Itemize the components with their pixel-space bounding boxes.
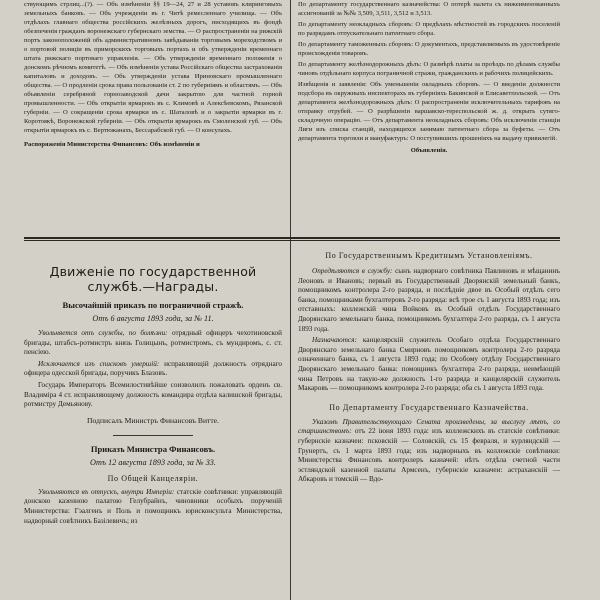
assignment-lead: Назначаются: [312,336,357,345]
office-heading: По Общей Канцеляріи. [107,473,199,483]
credit-heading: По Государственнымъ Кредитнымъ Установленіямъ. [325,251,533,260]
customs-notice: По департаменту таможенныхъ сборовъ: О документахъ, представляемыхъ въ удостовѣреніе происхожденія товаровъ. [298,41,560,57]
decree-date: Отъ 6 августа 1893 года, за № 11. [92,314,214,323]
appointment-lead: Опредѣляются в службу: [312,267,393,275]
leave-lead: Увольняются въ отпускъ, внутри Имперіи: [38,487,175,496]
section-divider-thin [24,240,560,241]
contents-paragraph: ствующимъ стрлиц...(?). — Объ измѣненіи §§ 19—24, 27 и 28 уставовъ клиринговыхъ земельныхъ банковъ. — Объ учрежденіи въ г. Читѣ ремесленнаго училища. — Объ отдѣлахъ главнаго общества россійскихъ желѣзныхъ дорогъ, нисходящихъ въ фондѣ обезпеченія гражданъ воронежскаго губернскаго земства. — О распространеніи на рижскій портъ законоположеній объ административномъ завѣдываніи торговымъ мореходствомъ и о портовой полиціи въ приморскихъ торговыхъ портахъ и объ утвержденіи временнаго штата рижскаго портоваго управленія. — Объ утвержденіи временнаго положенія о донскомъ рѣчномъ комитетѣ. — Объ измѣненіи устава Россійскаго общества застрахованія капиталовъ и доходовъ. — Объ утвержденіи устава Ириновскаго промышленнаго общества. — О продленіи срока права пользованія ст. 2 по губерніямъ и областямъ. — Объ объявленіи серебряной горнозаводской дачи закрытою для частной горной промышленности. — Объ открытіи ярмарокъ въ с. Климовѣ и Алексѣевскомъ, Рязанской губерніи. — О сокращеніи срока ярмарки въ с. Шаталовѣ и о закрытіи ярмарки въ г. Коротоякѣ, Воронежской губерніи. — Объ открытіи ярмарокъ въ Смоленской губ. — Объ открытіи ярмарокъ въ с. Вертюжанахъ, Бессарабской губ. — О консулахъ. [24,1,282,134]
assignment-paragraph [298,336,560,394]
order-date: Отъ 12 августа 1893 года, за № 33. [90,457,216,467]
dismissal-lead: Увольняется отъ службы, по болѣзни: [38,329,168,337]
promotion-paragraph [298,418,560,485]
award-paragraph: Государь Императоръ Всемилостивѣйше соизволилъ пожаловать орденъ св. Владиміра 4 ст. исправляющему должность командира отдѣла калишской бригады, ротмистру Демьянову. [24,380,282,409]
signature-line: Подписалъ Министръ Финансовъ Витте. [87,415,219,425]
decree-heading: Высочайшій приказъ по пограничной стражѣ. [62,300,244,310]
deceased-text: исправляющій должность отряднаго офицера одесской бригады, поручикъ Блазовъ. [24,359,283,378]
bottom-right-column [298,244,560,485]
section-title: Движеніе по государственной службѣ.—Награды. [49,264,257,294]
section-divider [24,237,560,239]
promotion-text: отъ 22 іюня 1893 года: изъ коллежскихъ въ статскіе совѣтники: губернскіе казначеи: псковскій — Соловскій, съ 15 февраля, и курляндскій — Грунертъ, съ 1 марта 1893 года; изъ надворныхъ въ коллежскіе совѣтники: Министерства Финансовъ контролеръ казначей: нѣтъ отдѣла счетной части эстляндской казенной палаты Армсенъ, губернскіе казначеи: астраханскій — Абкаровъ и томскій — Вдо- [298,427,561,484]
column-divider [290,0,291,600]
promotion-lead: Указомъ Правительствующаго Сената произведены, за выслугу лѣтъ, со старшинствомъ: [298,417,560,436]
appointment-paragraph [298,267,560,334]
appointment-text: сынъ надворнаго совѣтника Павлиновъ и мѣщанинъ Леоновъ и Ивановъ; первый въ Государственный Дворянскій земельный банкъ, помощникомъ контролера 2-го разряда, и послѣдніе двое въ Особый отдѣлъ сего банка, помощниками бухгалтеровъ 2-го разряда: всѣ трое съ 1 августа 1893 года; изъ отставныхъ: коллежскій чина Войковъ въ Особый отдѣлъ Государственнаго Дворянскаго земельнаго банка, помощникомъ бухгалтера 2-го разряда, съ 1 августа 1893 года. [298,267,560,333]
top-left-column [24,0,282,149]
treasury-notice: По департаменту государственнаго казначейства: О потерѣ налета съ нижеименованныхъ ассигнованій за №№ 3,509, 3,511, 3,512 и 3,513. [298,1,560,17]
excise-notice: По департаменту неокладныхъ сборовъ: О предѣлахъ мѣстностей въ городскихъ поселеній по разрядамъ отпускательнаго патентнаго сбора. [298,21,560,37]
announcements-paragraph: Извѣщенія и заявленія: Объ уменьшеніи окладныхъ сборовъ. — О введеніи должности подсбора въ окружныхъ инспекторахъ въ губерніяхъ Бакинской и Елисаветпольской. — Отъ департамента желѣзнодорожныхъ дѣлъ: О распространеніи исключительныхъ тарифовъ на отправку отрубей. — О разрѣшеніи варшавско-тереспольской ж. д. открыть сутяго-складочную операцію. — Отъ департамента неокладныхъ сборовъ: Объ исключеніи станціи Лиги изъ списка станцій, находящихся занимаю патентнаго сбора за буфеты. — Отъ департамента торговли и мануфактуръ: О поступившихъ прошеніяхъ на выдачу привилегій. [298,81,560,142]
orders-line: Распоряженія Министерства Финансовъ: Объ измѣненіи и [24,141,200,148]
dismissal-text: отрядный офицеръ чехотиновской бригады, штабсъ-ротмистръ князь Голицынъ, ротмистромъ, съ мундиромъ, с. ст. пенсіею. [24,329,283,357]
treasury-heading: По Департаменту Государственнаго Казначейства. [329,402,529,412]
bottom-left-column [24,244,282,526]
ads-heading: Объявленія. [410,147,448,154]
deceased-paragraph [24,360,282,379]
deceased-lead: Исключается изъ списковъ умершій: [38,359,160,368]
separator-rule [113,435,193,436]
assignment-text: канцелярскій служитель Особаго отдѣла Государственнаго Дворянскаго земельнаго банка Смирновъ помощникомъ контролера 2-го разряда означеннаго банка, съ 1 августа 1893 года; по Особому отдѣлу Государственнаго Дворянскаго земельнаго банка: помощникъ бухгалтера 2-го разряда, неимѣющій чина Петровъ на такую-же должность 1-го разряда и канцелярскій служитель Макаровъ — помощникомъ контролера 2-го разряда; оба съ 1 августа 1893 года. [298,336,560,393]
railway-notice: По департаменту желѣзнодорожныхъ дѣлъ: О размѣрѣ платы за проѣздъ по дѣламъ службы чиновъ отдѣльнаго корпуса пограничной стражи, гражданскихъ и рабочихъ полицейскихъ. [298,61,560,77]
dismissal-paragraph [24,329,282,358]
order-heading: Приказъ Министра Финансовъ. [90,443,216,454]
leave-text: статскіе совѣтники: управляющій донскою казенною палатою Гелубрайнъ, чиновники особыхъ порученій Министерства: Гэалгенъ и Поль и помощникъ юрисконсульта Министерства, надворный совѣтникъ Базілевичъ; из [24,487,282,525]
top-right-column [298,0,560,155]
leave-paragraph [24,488,282,526]
